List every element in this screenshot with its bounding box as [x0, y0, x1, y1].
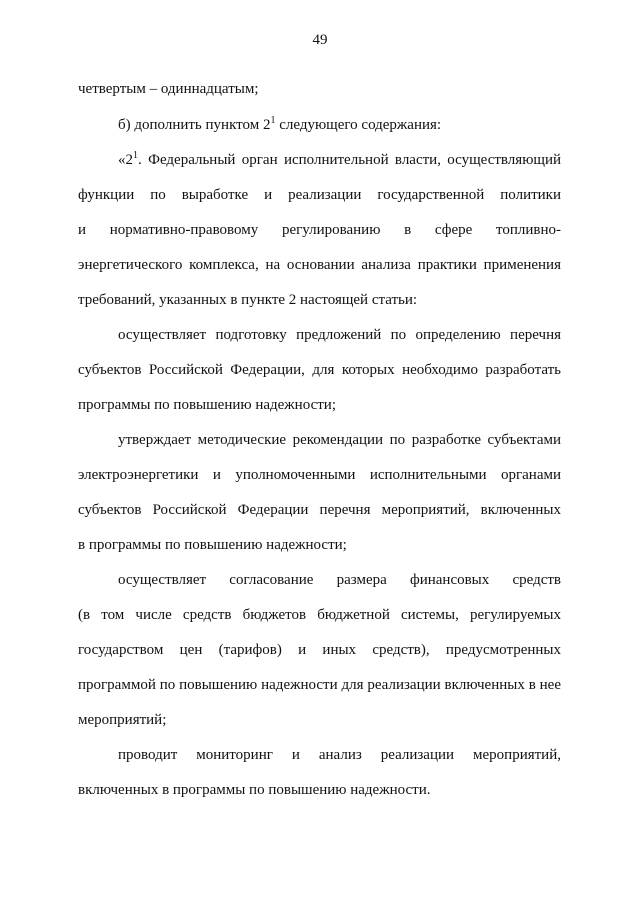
text-fragment: следующего содержания: [275, 117, 442, 133]
text-line: в программы по повышению надежности; [78, 537, 347, 553]
text-fragment: «2 [118, 152, 133, 168]
text-line: государством цен (тарифов) и иных средств), предусмотренных [78, 642, 561, 658]
text-line: субъектов Российской Федерации, для которых необходимо разработать [78, 362, 561, 378]
text-line: мероприятий; [78, 712, 167, 728]
text-line: проводит мониторинг и анализ реализации мероприятий, [118, 747, 561, 763]
text-fragment: б) дополнить пунктом 2 [118, 117, 271, 133]
text-line: функции по выработке и реализации государственной политики [78, 187, 561, 203]
text-line: энергетического комплекса, на основании анализа практики применения [78, 257, 561, 273]
text-fragment: . Федеральный орган исполнительной власти, осуществляющий [138, 152, 561, 168]
text-line: программы по повышению надежности; [78, 397, 336, 413]
text-line: (в том числе средств бюджетов бюджетной системы, регулируемых [78, 607, 561, 623]
text-line: четвертым – одиннадцатым; [78, 81, 259, 97]
text-line: субъектов Российской Федерации перечня мероприятий, включенных [78, 502, 561, 518]
text-line: электроэнергетики и уполномоченными исполнительными органами [78, 467, 561, 483]
superscript: 1 [133, 150, 138, 161]
text-line: осуществляет согласование размера финансовых средств [118, 572, 561, 588]
text-line [118, 116, 561, 134]
superscript: 1 [270, 115, 276, 126]
text-line: осуществляет подготовку предложений по определению перечня [118, 327, 561, 343]
page-number: 49 [312, 32, 328, 48]
text-line: утверждает методические рекомендации по разработке субъектами [118, 432, 561, 448]
text-line: и нормативно-правовому регулированию в сфере топливно- [78, 222, 561, 238]
text-line: требований, указанных в пункте 2 настоящей статьи: [78, 292, 418, 308]
text-line: включенных в программы по повышению надежности. [78, 782, 431, 798]
text-line: программой по повышению надежности для реализации включенных в нее [78, 677, 561, 693]
text-line [118, 151, 561, 169]
